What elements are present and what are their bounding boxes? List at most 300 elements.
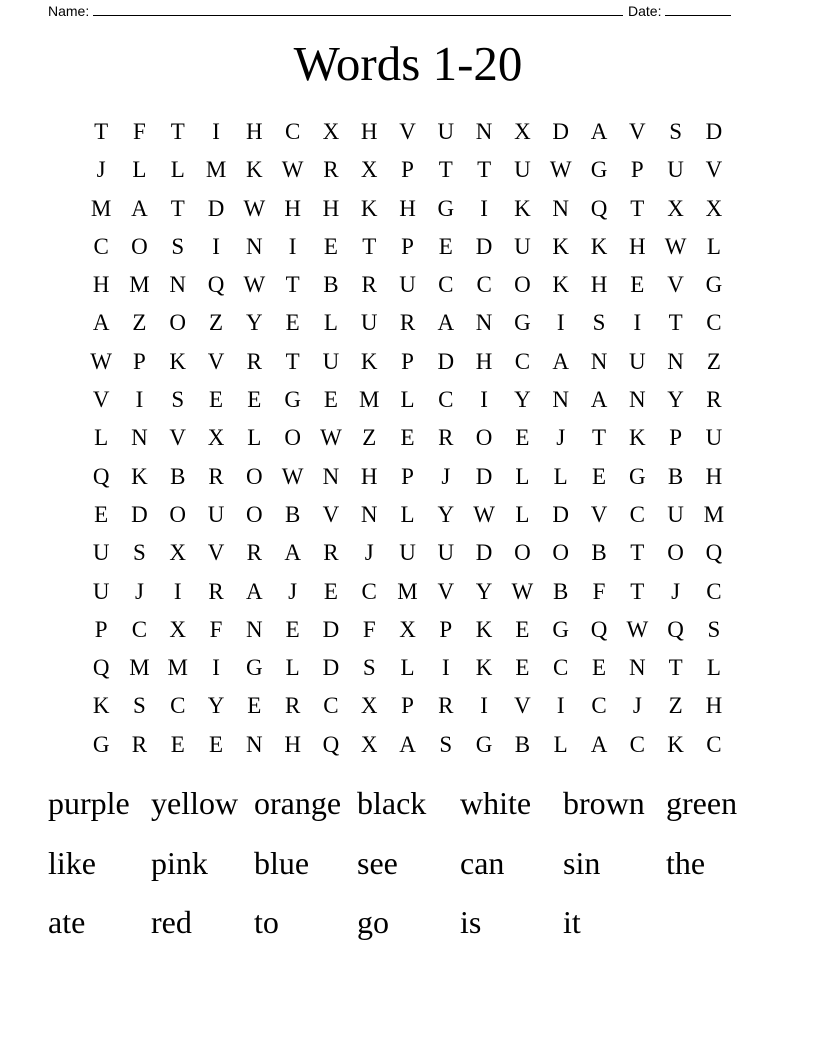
grid-letter[interactable]: N <box>322 463 340 489</box>
grid-letter[interactable]: D <box>552 501 570 527</box>
grid-letter[interactable]: C <box>629 731 645 757</box>
grid-letter[interactable]: I <box>212 655 220 681</box>
grid-letter[interactable]: N <box>169 272 187 298</box>
grid-letter[interactable]: I <box>135 387 144 413</box>
grid-letter[interactable]: E <box>400 425 415 451</box>
grid-letter[interactable]: K <box>169 348 187 374</box>
grid-letter[interactable]: S <box>133 540 146 566</box>
grid-letter[interactable]: Z <box>209 310 224 336</box>
grid-letter[interactable]: C <box>553 655 569 681</box>
grid-letter[interactable]: S <box>171 233 185 259</box>
grid-letter[interactable]: U <box>399 540 416 566</box>
grid-letter[interactable]: Q <box>207 272 225 298</box>
grid-letter[interactable]: T <box>591 425 607 451</box>
grid-letter[interactable]: R <box>246 348 262 374</box>
grid-letter[interactable]: V <box>667 272 684 298</box>
grid-letter[interactable]: Q <box>92 463 110 489</box>
grid-letter[interactable]: X <box>169 616 187 642</box>
grid-letter[interactable]: E <box>323 233 338 259</box>
grid-letter[interactable]: G <box>246 655 263 681</box>
word-list-item: can <box>460 844 505 881</box>
grid-letter[interactable]: I <box>212 233 220 259</box>
grid-letter[interactable]: M <box>167 655 188 681</box>
grid-letter[interactable]: F <box>362 616 376 642</box>
grid-letter[interactable]: N <box>360 501 378 527</box>
grid-letter[interactable]: A <box>552 348 570 374</box>
grid-letter[interactable]: U <box>92 540 110 566</box>
grid-letter[interactable]: P <box>133 348 146 374</box>
grid-letter[interactable]: E <box>94 501 109 527</box>
grid-letter[interactable]: G <box>590 157 608 183</box>
grid-letter[interactable]: L <box>285 655 300 681</box>
grid-letter[interactable]: H <box>628 233 646 259</box>
grid-letter[interactable]: P <box>401 157 414 183</box>
grid-letter[interactable]: W <box>281 463 304 489</box>
grid-letter[interactable]: W <box>549 157 572 183</box>
grid-letter[interactable]: U <box>360 310 378 336</box>
grid-letter[interactable]: M <box>397 578 418 604</box>
grid-letter[interactable]: C <box>591 693 607 719</box>
grid-letter[interactable]: U <box>514 233 531 259</box>
grid-letter[interactable]: A <box>590 731 608 757</box>
grid-letter[interactable]: E <box>515 655 530 681</box>
word-list-item: sin <box>563 844 601 881</box>
grid-letter[interactable]: B <box>667 463 684 489</box>
grid-letter[interactable]: X <box>360 731 378 757</box>
grid-letter[interactable]: L <box>170 157 185 183</box>
grid-letter[interactable]: J <box>364 540 374 566</box>
grid-letter[interactable]: Q <box>322 731 340 757</box>
grid-letter[interactable]: M <box>703 501 725 527</box>
grid-letter[interactable]: C <box>476 272 492 298</box>
grid-letter[interactable]: G <box>437 195 455 221</box>
grid-letter[interactable]: B <box>591 540 607 566</box>
grid-letter[interactable]: P <box>401 693 414 719</box>
grid-letter[interactable]: H <box>284 195 301 221</box>
grid-letter[interactable]: L <box>706 655 721 681</box>
grid-letter[interactable]: A <box>399 731 416 757</box>
grid-letter[interactable]: H <box>705 693 723 719</box>
grid-letter[interactable]: H <box>475 348 493 374</box>
grid-letter[interactable]: I <box>441 655 450 681</box>
grid-letter[interactable]: W <box>511 578 534 604</box>
grid-letter[interactable]: L <box>132 157 147 183</box>
grid-letter[interactable]: T <box>477 157 492 183</box>
grid-letter[interactable]: R <box>208 578 224 604</box>
grid-letter[interactable]: Q <box>590 195 608 221</box>
grid-letter[interactable]: X <box>322 119 340 144</box>
grid-letter[interactable]: G <box>552 616 570 642</box>
grid-letter[interactable]: L <box>515 501 530 527</box>
grid-letter[interactable]: K <box>92 693 110 719</box>
grid-letter[interactable]: D <box>705 119 723 144</box>
grid-letter[interactable]: I <box>288 233 297 259</box>
grid-letter[interactable]: N <box>667 348 684 374</box>
grid-letter[interactable]: O <box>284 425 301 451</box>
grid-letter[interactable]: K <box>628 425 646 451</box>
grid-letter[interactable]: B <box>170 463 186 489</box>
grid-letter[interactable]: L <box>323 310 338 336</box>
grid-letter[interactable]: T <box>285 272 300 298</box>
grid-letter[interactable]: V <box>207 348 225 374</box>
grid-letter[interactable]: R <box>284 693 301 719</box>
grid-letter[interactable]: K <box>475 616 493 642</box>
grid-letter[interactable]: M <box>129 655 150 681</box>
grid-letter[interactable]: K <box>590 233 608 259</box>
grid-letter[interactable]: D <box>437 348 455 374</box>
grid-letter[interactable]: C <box>514 348 531 374</box>
grid-letter[interactable]: J <box>671 578 681 604</box>
grid-letter[interactable]: T <box>630 578 645 604</box>
grid-letter[interactable]: F <box>209 616 223 642</box>
grid-letter[interactable]: Y <box>437 501 455 527</box>
grid-letter[interactable]: Z <box>132 310 147 336</box>
grid-letter[interactable]: P <box>94 616 108 642</box>
grid-letter[interactable]: H <box>92 272 110 298</box>
grid-letter[interactable]: P <box>401 348 414 374</box>
grid-letter[interactable]: K <box>667 731 684 757</box>
grid-row <box>82 687 733 725</box>
grid-letter[interactable]: I <box>480 195 488 221</box>
grid-letter[interactable]: H <box>360 463 378 489</box>
grid-letter[interactable]: Y <box>667 387 684 413</box>
grid-row <box>82 151 733 189</box>
grid-letter[interactable]: E <box>515 616 530 642</box>
grid-letter[interactable]: W <box>243 195 266 221</box>
grid-letter[interactable]: S <box>439 731 453 757</box>
grid-letter[interactable]: L <box>400 387 415 413</box>
grid-letter[interactable]: G <box>92 731 110 757</box>
grid-letter[interactable]: M <box>205 157 227 183</box>
grid-letter[interactable]: W <box>90 348 112 374</box>
word-list-item: purple <box>48 785 130 821</box>
grid-letter[interactable]: B <box>284 501 301 527</box>
grid-letter[interactable]: Z <box>668 693 683 719</box>
grid-letter[interactable]: Q <box>92 655 110 681</box>
grid-letter[interactable]: R <box>131 731 148 757</box>
date-line[interactable] <box>665 1 731 16</box>
grid-letter[interactable]: Q <box>705 540 723 566</box>
grid-letter[interactable]: U <box>322 348 340 374</box>
grid-letter[interactable]: E <box>323 387 338 413</box>
grid-letter[interactable]: M <box>359 387 380 413</box>
grid-letter[interactable]: N <box>246 616 263 642</box>
name-line[interactable] <box>93 1 623 16</box>
grid-letter[interactable]: L <box>400 655 415 681</box>
grid-letter[interactable]: W <box>626 616 649 642</box>
grid-letter[interactable]: T <box>630 195 645 221</box>
grid-letter[interactable]: S <box>707 616 721 642</box>
grid-letter[interactable]: T <box>668 310 683 336</box>
grid-row <box>82 534 733 572</box>
grid-letter[interactable]: A <box>131 195 148 221</box>
grid-letter[interactable]: D <box>322 616 340 642</box>
grid-letter[interactable]: T <box>285 348 300 374</box>
grid-letter[interactable]: H <box>399 195 416 221</box>
grid-letter[interactable]: G <box>705 272 723 298</box>
grid-letter[interactable]: R <box>323 157 339 183</box>
grid-letter[interactable]: E <box>209 387 224 413</box>
grid-letter[interactable]: U <box>92 578 110 604</box>
grid-letter[interactable]: U <box>437 540 455 566</box>
grid-letter[interactable]: V <box>169 425 187 451</box>
grid-letter[interactable]: P <box>401 463 414 489</box>
grid-letter[interactable]: U <box>667 157 684 183</box>
grid-letter[interactable]: G <box>514 310 531 336</box>
grid-letter[interactable]: A <box>437 310 455 336</box>
grid-letter[interactable]: E <box>285 616 300 642</box>
grid-letter[interactable]: K <box>475 655 493 681</box>
grid-letter[interactable]: T <box>94 119 109 144</box>
grid-letter[interactable]: C <box>706 731 722 757</box>
grid-letter[interactable]: Y <box>246 310 263 336</box>
grid-letter[interactable]: O <box>169 501 187 527</box>
grid-letter[interactable]: C <box>706 310 722 336</box>
grid-letter[interactable]: L <box>515 463 530 489</box>
grid-letter[interactable]: I <box>556 310 565 336</box>
grid-letter[interactable]: V <box>437 578 455 604</box>
grid-letter[interactable]: O <box>514 540 531 566</box>
grid-letter[interactable]: B <box>323 272 339 298</box>
grid-letter[interactable]: I <box>556 693 565 719</box>
grid-letter[interactable]: J <box>632 693 642 719</box>
grid-letter[interactable]: U <box>705 425 723 451</box>
grid-letter[interactable]: P <box>401 233 414 259</box>
grid-letter[interactable]: N <box>628 387 646 413</box>
grid-letter[interactable]: F <box>592 578 606 604</box>
grid-letter[interactable]: A <box>284 540 301 566</box>
grid-letter[interactable]: E <box>170 731 185 757</box>
grid-letter[interactable]: A <box>590 119 608 144</box>
grid-letter[interactable]: K <box>360 348 378 374</box>
grid-letter[interactable]: C <box>323 693 339 719</box>
grid-letter[interactable]: G <box>475 731 493 757</box>
grid-letter[interactable]: A <box>92 310 110 336</box>
grid-letter[interactable]: C <box>629 501 645 527</box>
grid-letter[interactable]: V <box>207 540 225 566</box>
grid-letter[interactable]: C <box>93 233 109 259</box>
grid-letter[interactable]: S <box>133 693 146 719</box>
grid-letter[interactable]: U <box>399 272 416 298</box>
grid-letter[interactable]: T <box>170 119 185 144</box>
grid-letter[interactable]: O <box>667 540 684 566</box>
grid-letter[interactable]: O <box>131 233 148 259</box>
grid-letter[interactable]: C <box>438 387 454 413</box>
grid-letter[interactable]: V <box>322 501 340 527</box>
grid-letter[interactable]: N <box>628 655 646 681</box>
grid-letter[interactable]: W <box>243 272 266 298</box>
grid-letter[interactable]: W <box>320 425 342 451</box>
grid-letter[interactable]: Y <box>514 387 531 413</box>
grid-letter[interactable]: U <box>667 501 684 527</box>
grid-letter[interactable]: J <box>96 157 106 183</box>
grid-letter[interactable]: O <box>246 463 263 489</box>
grid-letter[interactable]: P <box>630 157 644 183</box>
grid-letter[interactable]: D <box>475 540 493 566</box>
grid-letter[interactable]: J <box>441 463 451 489</box>
grid-letter[interactable]: Y <box>207 693 225 719</box>
grid-letter[interactable]: R <box>706 387 722 413</box>
grid-letter[interactable]: D <box>552 119 570 144</box>
grid-letter[interactable]: L <box>400 501 415 527</box>
grid-row <box>82 726 733 764</box>
grid-letter[interactable]: L <box>94 425 109 451</box>
grid-letter[interactable]: W <box>281 157 304 183</box>
grid-letter[interactable]: H <box>322 195 340 221</box>
grid-letter[interactable]: Z <box>362 425 377 451</box>
grid-letter[interactable]: J <box>556 425 566 451</box>
grid-letter[interactable]: B <box>553 578 569 604</box>
grid-letter[interactable]: O <box>246 501 263 527</box>
grid-letter[interactable]: E <box>285 310 300 336</box>
grid-letter[interactable]: T <box>438 157 453 183</box>
grid-letter[interactable]: T <box>170 195 185 221</box>
grid-letter[interactable]: O <box>475 425 493 451</box>
word-list-item: green <box>666 785 738 821</box>
grid-letter[interactable]: H <box>590 272 608 298</box>
grid-letter[interactable]: X <box>169 540 187 566</box>
grid-letter[interactable]: N <box>475 310 493 336</box>
grid-letter[interactable]: O <box>552 540 570 566</box>
grid-letter[interactable]: N <box>246 233 263 259</box>
grid-letter[interactable]: K <box>514 195 531 221</box>
grid-letter[interactable]: U <box>207 501 225 527</box>
grid-letter[interactable]: K <box>131 463 148 489</box>
grid-letter[interactable]: R <box>246 540 262 566</box>
grid-letter[interactable]: G <box>284 387 301 413</box>
grid-letter[interactable]: D <box>475 463 493 489</box>
grid-letter[interactable]: Y <box>475 578 493 604</box>
grid-letter[interactable]: P <box>669 425 682 451</box>
grid-letter[interactable]: I <box>212 119 220 144</box>
grid-letter[interactable]: N <box>475 119 493 144</box>
grid-letter[interactable]: A <box>590 387 608 413</box>
grid-letter[interactable]: S <box>171 387 185 413</box>
grid-letter[interactable]: D <box>322 655 340 681</box>
grid-letter[interactable]: X <box>667 195 684 221</box>
grid-letter[interactable]: H <box>360 119 378 144</box>
grid-letter[interactable]: C <box>706 578 722 604</box>
grid-letter[interactable]: N <box>246 731 263 757</box>
grid-letter[interactable]: E <box>591 655 607 681</box>
grid-letter[interactable]: V <box>92 387 110 413</box>
grid-letter[interactable]: R <box>323 540 339 566</box>
grid-letter[interactable]: Z <box>706 348 721 374</box>
grid-letter[interactable]: I <box>633 310 642 336</box>
grid-letter[interactable]: P <box>439 616 453 642</box>
grid-letter[interactable]: H <box>246 119 263 144</box>
grid-letter[interactable]: K <box>360 195 378 221</box>
grid-letter[interactable]: E <box>438 233 453 259</box>
grid-letter[interactable]: S <box>362 655 376 681</box>
grid-letter[interactable]: Q <box>590 616 608 642</box>
grid-letter[interactable]: T <box>668 655 683 681</box>
grid-letter[interactable]: X <box>360 157 378 183</box>
grid-letter[interactable]: J <box>134 578 144 604</box>
grid-letter[interactable]: U <box>514 157 531 183</box>
grid-letter[interactable]: K <box>246 157 263 183</box>
grid-letter[interactable]: E <box>515 425 530 451</box>
grid-letter[interactable]: L <box>553 463 568 489</box>
grid-letter[interactable]: V <box>399 119 416 144</box>
grid-letter[interactable]: E <box>591 463 607 489</box>
grid-letter[interactable]: X <box>705 195 723 221</box>
grid-letter[interactable]: R <box>361 272 377 298</box>
grid-letter[interactable]: A <box>246 578 263 604</box>
grid-letter[interactable]: G <box>628 463 646 489</box>
grid-letter[interactable]: Q <box>667 616 684 642</box>
grid-letter[interactable]: I <box>480 693 488 719</box>
grid-letter[interactable]: L <box>247 425 262 451</box>
grid-letter[interactable]: E <box>630 272 645 298</box>
grid-letter[interactable]: J <box>288 578 298 604</box>
grid-letter[interactable]: N <box>552 387 570 413</box>
grid-letter[interactable]: T <box>630 540 645 566</box>
grid-row <box>82 458 733 496</box>
grid-letter[interactable]: V <box>590 501 608 527</box>
grid-letter[interactable]: C <box>361 578 377 604</box>
grid-letter[interactable]: I <box>173 578 182 604</box>
grid-letter[interactable]: D <box>207 195 225 221</box>
grid-letter[interactable]: C <box>438 272 454 298</box>
grid-letter[interactable]: K <box>552 233 570 259</box>
grid-letter[interactable]: X <box>514 119 531 144</box>
grid-letter[interactable]: W <box>473 501 495 527</box>
grid-letter[interactable]: R <box>438 425 454 451</box>
grid-letter[interactable]: N <box>552 195 570 221</box>
grid-letter[interactable]: L <box>706 233 721 259</box>
grid-letter[interactable]: E <box>247 387 262 413</box>
grid-letter[interactable]: M <box>129 272 150 298</box>
grid-letter[interactable]: K <box>552 272 570 298</box>
grid-letter[interactable]: O <box>169 310 187 336</box>
grid-letter[interactable]: L <box>553 731 568 757</box>
grid-letter[interactable]: U <box>437 119 455 144</box>
grid-letter[interactable]: X <box>399 616 416 642</box>
grid-letter[interactable]: C <box>170 693 186 719</box>
grid-letter[interactable]: B <box>514 731 531 757</box>
grid-letter[interactable]: R <box>208 463 224 489</box>
grid-letter[interactable]: C <box>284 119 301 144</box>
grid-letter[interactable]: X <box>207 425 225 451</box>
grid-letter[interactable]: R <box>438 693 454 719</box>
grid-letter[interactable]: V <box>705 157 723 183</box>
grid-letter[interactable]: V <box>514 693 531 719</box>
grid-letter[interactable]: O <box>514 272 531 298</box>
grid-letter[interactable]: T <box>362 233 377 259</box>
grid-letter[interactable]: S <box>669 119 682 144</box>
grid-letter[interactable]: S <box>592 310 606 336</box>
grid-letter[interactable]: U <box>628 348 646 374</box>
grid-letter[interactable]: H <box>284 731 301 757</box>
grid-letter[interactable]: F <box>133 119 146 144</box>
grid-letter[interactable]: H <box>705 463 723 489</box>
grid-letter[interactable]: X <box>360 693 378 719</box>
grid-letter[interactable]: E <box>209 731 224 757</box>
grid-letter[interactable]: W <box>664 233 687 259</box>
grid-letter[interactable]: N <box>590 348 608 374</box>
grid-letter[interactable]: E <box>247 693 262 719</box>
grid-letter[interactable]: D <box>475 233 493 259</box>
grid-letter[interactable]: R <box>399 310 416 336</box>
grid-letter[interactable]: E <box>323 578 338 604</box>
grid-letter[interactable]: M <box>90 195 112 221</box>
grid-letter[interactable]: I <box>480 387 488 413</box>
grid-letter[interactable]: V <box>628 119 646 144</box>
grid-letter[interactable]: D <box>131 501 148 527</box>
grid-letter[interactable]: C <box>131 616 148 642</box>
grid-letter[interactable]: N <box>131 425 148 451</box>
